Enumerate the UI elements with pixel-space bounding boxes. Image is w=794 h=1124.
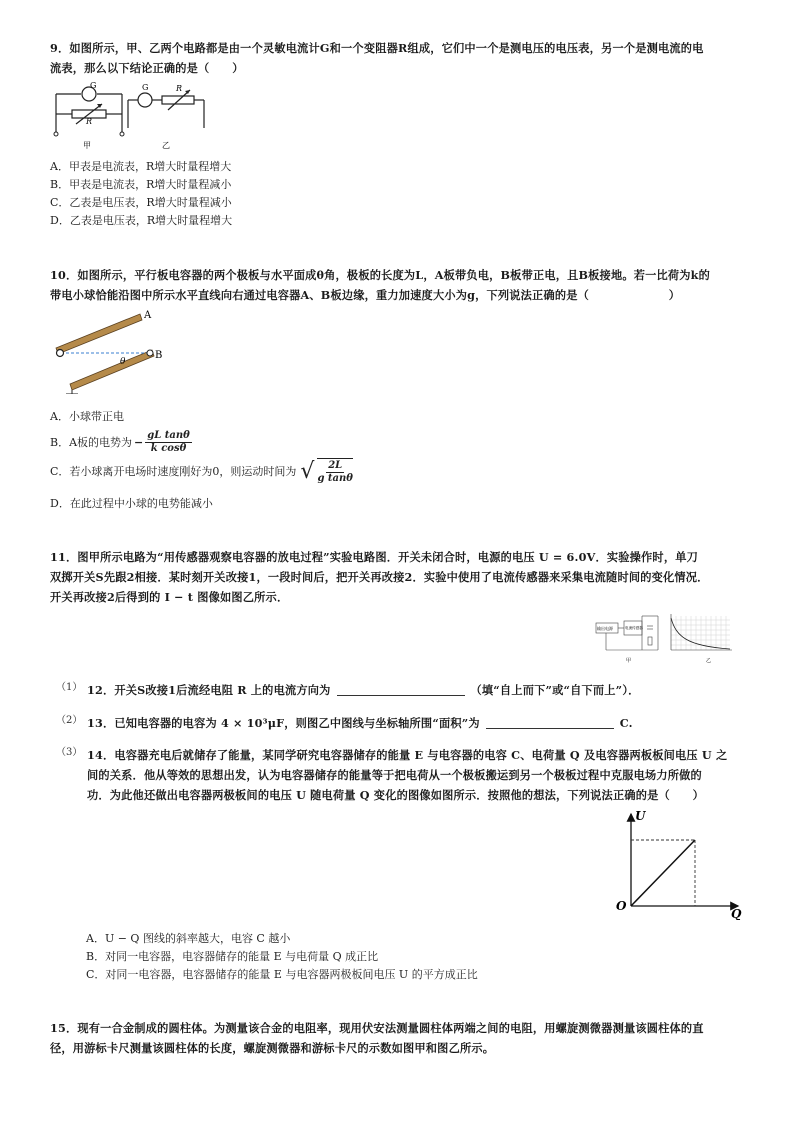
q9-label-jia: 甲 xyxy=(83,141,91,150)
graph-label-U: U xyxy=(635,809,646,823)
q11-fig-box1: 输出电源 xyxy=(597,626,613,631)
sub1-answer-blank[interactable] xyxy=(337,683,465,696)
sub2-text-pre: 13．已知电容器的电容为 4 × 10³μF，则图乙中图线与坐标轴所围“面积”为 xyxy=(87,716,480,730)
sub2-question xyxy=(87,713,633,733)
q10-label-theta: θ xyxy=(120,357,126,367)
galvanometer-icon xyxy=(138,93,152,107)
sub3-line1: 14．电容器充电后就储存了能量，某同学研究电容器储存的能量 E 与电容器的电容 C、电荷量 Q 及电容器两板板间电压 U 之 xyxy=(87,748,728,762)
q10-label-B: B xyxy=(155,350,163,361)
sub1-text-pre: 12．开关S改接1后流经电阻 R 上的电流方向为 xyxy=(87,683,331,697)
q9-option-a[interactable]: A．甲表是电流表，R增大时量程增大 xyxy=(50,160,232,173)
q9-option-b[interactable]: B．甲表是电流表，R增大时量程减小 xyxy=(50,178,232,191)
q15-stem xyxy=(50,1018,770,1058)
q9-label-yi: 乙 xyxy=(162,141,170,150)
q10-option-c-prefix: C．若小球离开电场时速度刚好为0，则运动时间为 xyxy=(50,464,297,478)
charged-ball-icon xyxy=(57,350,64,357)
q10-option-a[interactable]: A．小球带正电 xyxy=(50,410,124,423)
q11-fig-yi: 乙 xyxy=(706,658,712,664)
q15-line2: 径，用游标卡尺测量该圆柱体的长度，螺旋测微器和游标卡尺的示数如图甲和图乙所示。 xyxy=(50,1041,495,1055)
sqrt-icon: √ xyxy=(300,458,315,484)
q10-stem-line2: 带电小球恰能沿图中所示水平直线向右通过电容器A、B板边缘，重力加速度大小为g，下列说法正确的是（ ） xyxy=(50,288,681,302)
q10-option-b[interactable] xyxy=(50,430,194,455)
q11-stem-line1: 11．图甲所示电路为“用传感器观察电容器的放电过程”实验电路图．开关未闭合时，电源的电压 U = 6.0V．实验操作时，单刀 xyxy=(50,550,698,564)
sub2-text-post: C. xyxy=(619,716,633,730)
sub1-question xyxy=(87,680,640,700)
q10-option-b-prefix: B．A板的电势为 xyxy=(50,435,133,449)
q11-figure xyxy=(594,610,740,668)
q10-label-A: A xyxy=(144,310,152,321)
graph-label-Q: Q xyxy=(731,907,742,920)
q9-options xyxy=(50,159,232,229)
q9-option-d[interactable]: D．乙表是电压表，R增大时量程增大 xyxy=(50,214,233,227)
q10-option-c-den: g tanθ xyxy=(317,473,353,484)
q9-label-R: R xyxy=(86,117,93,126)
q9-option-c[interactable]: C．乙表是电压表，R增大时量程减小 xyxy=(50,196,232,209)
q10-option-b-minus: − xyxy=(134,435,144,449)
q10-stem xyxy=(50,265,770,305)
plate-b xyxy=(70,350,154,390)
q10-option-b-num: gL tanθ xyxy=(147,430,190,441)
q9-label-R2: R xyxy=(176,84,183,93)
sub2-answer-blank[interactable] xyxy=(486,716,614,729)
sub3-line2: 间的关系．他从等效的思想出发，认为电容器储存的能量等于把电荷从一个极板搬运到另一个极板过程中克服电场力所做的 xyxy=(87,768,702,782)
q9-stem-line2: 流表，那么以下结论正确的是（ ） xyxy=(50,61,244,75)
q15-line1: 15．现有一合金制成的圆柱体。为测量该合金的电阻率，现用伏安法测量圆柱体两端之间的电阻，用螺旋测微器测量该圆柱体的直 xyxy=(50,1021,704,1035)
sub1-number: （1） xyxy=(56,682,83,693)
q10-option-c-fraction xyxy=(317,458,353,485)
q9-stem xyxy=(50,38,770,78)
sub3-number: （3） xyxy=(56,747,83,758)
sub3-line3: 功．为此他还做出电容器两极板间的电压 U 随电荷量 Q 变化的图像如图所示．按照他的想法，下列说法正确的是（ ） xyxy=(87,788,705,802)
q9-stem-line1: 9．如图所示，甲、乙两个电路都是由一个灵敏电流计G和一个变阻器R组成，它们中一个是测电压的电压表，另一个是测电流的电 xyxy=(50,41,704,55)
sub3-options xyxy=(86,931,478,983)
q10-option-b-den: k cosθ xyxy=(150,443,187,454)
q9-circuit-figure xyxy=(50,80,220,152)
plate-a xyxy=(56,314,142,354)
q9-label-G: G xyxy=(90,81,97,90)
q10-option-d[interactable]: D．在此过程中小球的电势能减小 xyxy=(50,497,213,510)
q10-option-b-fraction xyxy=(145,430,192,455)
q11-stem-line2: 双掷开关S先跟2相接．某时刻开关改接1，一段时间后，把开关再改接2．实验中使用了电流传感器来采集电流随时间的变化情况． xyxy=(50,570,709,584)
sub1-text-post: （填“自上而下”或“自下而上”）． xyxy=(470,683,640,697)
q11-fig-jia: 甲 xyxy=(626,658,632,664)
q11-stem xyxy=(50,547,770,607)
q10-capacitor-figure xyxy=(52,306,172,394)
q9-label-G2: G xyxy=(142,83,149,92)
sub3-option-b[interactable]: B．对同一电容器，电容器储存的能量 E 与电荷量 Q 成正比 xyxy=(86,950,379,963)
q10-stem-line1: 10．如图所示，平行板电容器的两个极板与水平面成θ角，极板的长度为L，A板带负电，B板带正电，且B板接地。若一比荷为k的 xyxy=(50,268,710,282)
graph-label-O: O xyxy=(616,899,627,913)
uq-line xyxy=(631,840,695,906)
q11-stem-line3: 开关再改接2后得到的 I − t 图像如图乙所示． xyxy=(50,590,289,604)
sub3-option-c[interactable]: C．对同一电容器，电容器储存的能量 E 与电容器两极板间电压 U 的平方成正比 xyxy=(86,968,478,981)
sub3-stem xyxy=(87,745,747,805)
q10-option-c-num: 2L xyxy=(328,460,343,471)
sub3-uq-graph xyxy=(610,808,750,920)
q11-fig-box2: 电流传感器 xyxy=(625,626,643,630)
sub3-option-a[interactable]: A．U − Q 图线的斜率越大，电容 C 越小 xyxy=(86,932,291,945)
q10-option-c[interactable] xyxy=(50,458,355,485)
sub2-number: （2） xyxy=(56,715,83,726)
